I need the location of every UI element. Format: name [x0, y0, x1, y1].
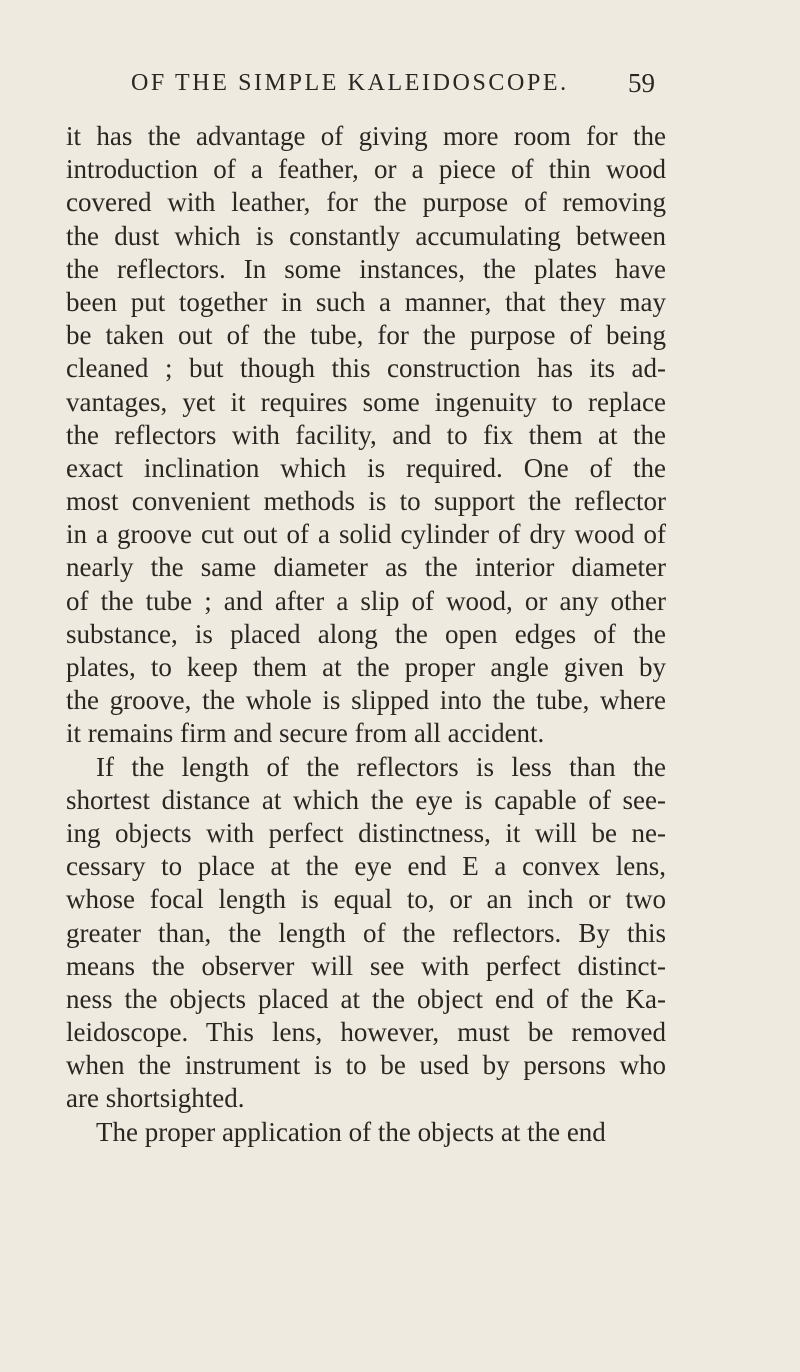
text-line: vantages, yet it requires some ingenuity to replace: [66, 386, 666, 417]
text-line: the dust which is constantly accumulating between: [66, 220, 666, 251]
text-line: The proper application of the objects at the end: [96, 1116, 606, 1147]
text-line: introduction of a feather, or a piece of thin wood: [66, 154, 666, 185]
text-line: substance, is placed along the open edges of the: [66, 618, 666, 649]
text-line: plates, to keep them at the proper angle given by: [66, 652, 666, 682]
text-line: be taken out of the tube, for the purpose of being: [66, 320, 666, 351]
text-line: leidoscope. This lens, however, must be removed: [66, 1017, 666, 1048]
running-title: OF THE SIMPLE KALEIDOSCOPE.: [131, 70, 569, 96]
text-line: the groove, the whole is slipped into the tube, where: [66, 685, 666, 716]
page-number: 59: [628, 68, 655, 98]
text-line: been put together in such a manner, that they may: [66, 286, 666, 317]
text-line: shortest distance at which the eye is capable of see-: [66, 784, 666, 815]
text-line: ing objects with perfect distinctness, it will be ne-: [66, 817, 666, 848]
text-line: the reflectors with facility, and to fix them at the: [66, 419, 666, 450]
text-line: ness the objects placed at the object end of the Ka-: [66, 983, 666, 1014]
text-line: If the length of the reflectors is less than the: [96, 751, 666, 782]
text-line: it has the advantage of giving more room for the: [66, 121, 666, 151]
body-text: [66, 120, 666, 1149]
text-line: cessary to place at the eye end E a convex lens,: [66, 851, 666, 882]
text-line: covered with leather, for the purpose of removing: [66, 187, 666, 218]
text-line: the reflectors. In some instances, the plates have: [66, 253, 666, 284]
text-line: cleaned ; but though this construction has its ad-: [66, 353, 666, 384]
text-line: when the instrument is to be used by persons who: [66, 1050, 666, 1081]
text-line: exact inclination which is required. One of the: [66, 452, 666, 483]
text-line: whose focal length is equal to, or an inch or two: [66, 884, 666, 915]
text-line: are shortsighted.: [66, 1083, 245, 1114]
running-head: [0, 70, 800, 110]
text-line: nearly the same diameter as the interior diameter: [66, 552, 666, 583]
text-line: means the observer will see with perfect distinct-: [66, 950, 666, 981]
text-line: in a groove cut out of a solid cylinder of dry wood of: [66, 519, 666, 550]
text-line: greater than, the length of the reflectors. By this: [66, 917, 666, 948]
text-line: it remains firm and secure from all accident.: [66, 718, 545, 749]
text-line: of the tube ; and after a slip of wood, or any other: [66, 585, 666, 616]
text-line: most convenient methods is to support the reflector: [66, 486, 666, 517]
